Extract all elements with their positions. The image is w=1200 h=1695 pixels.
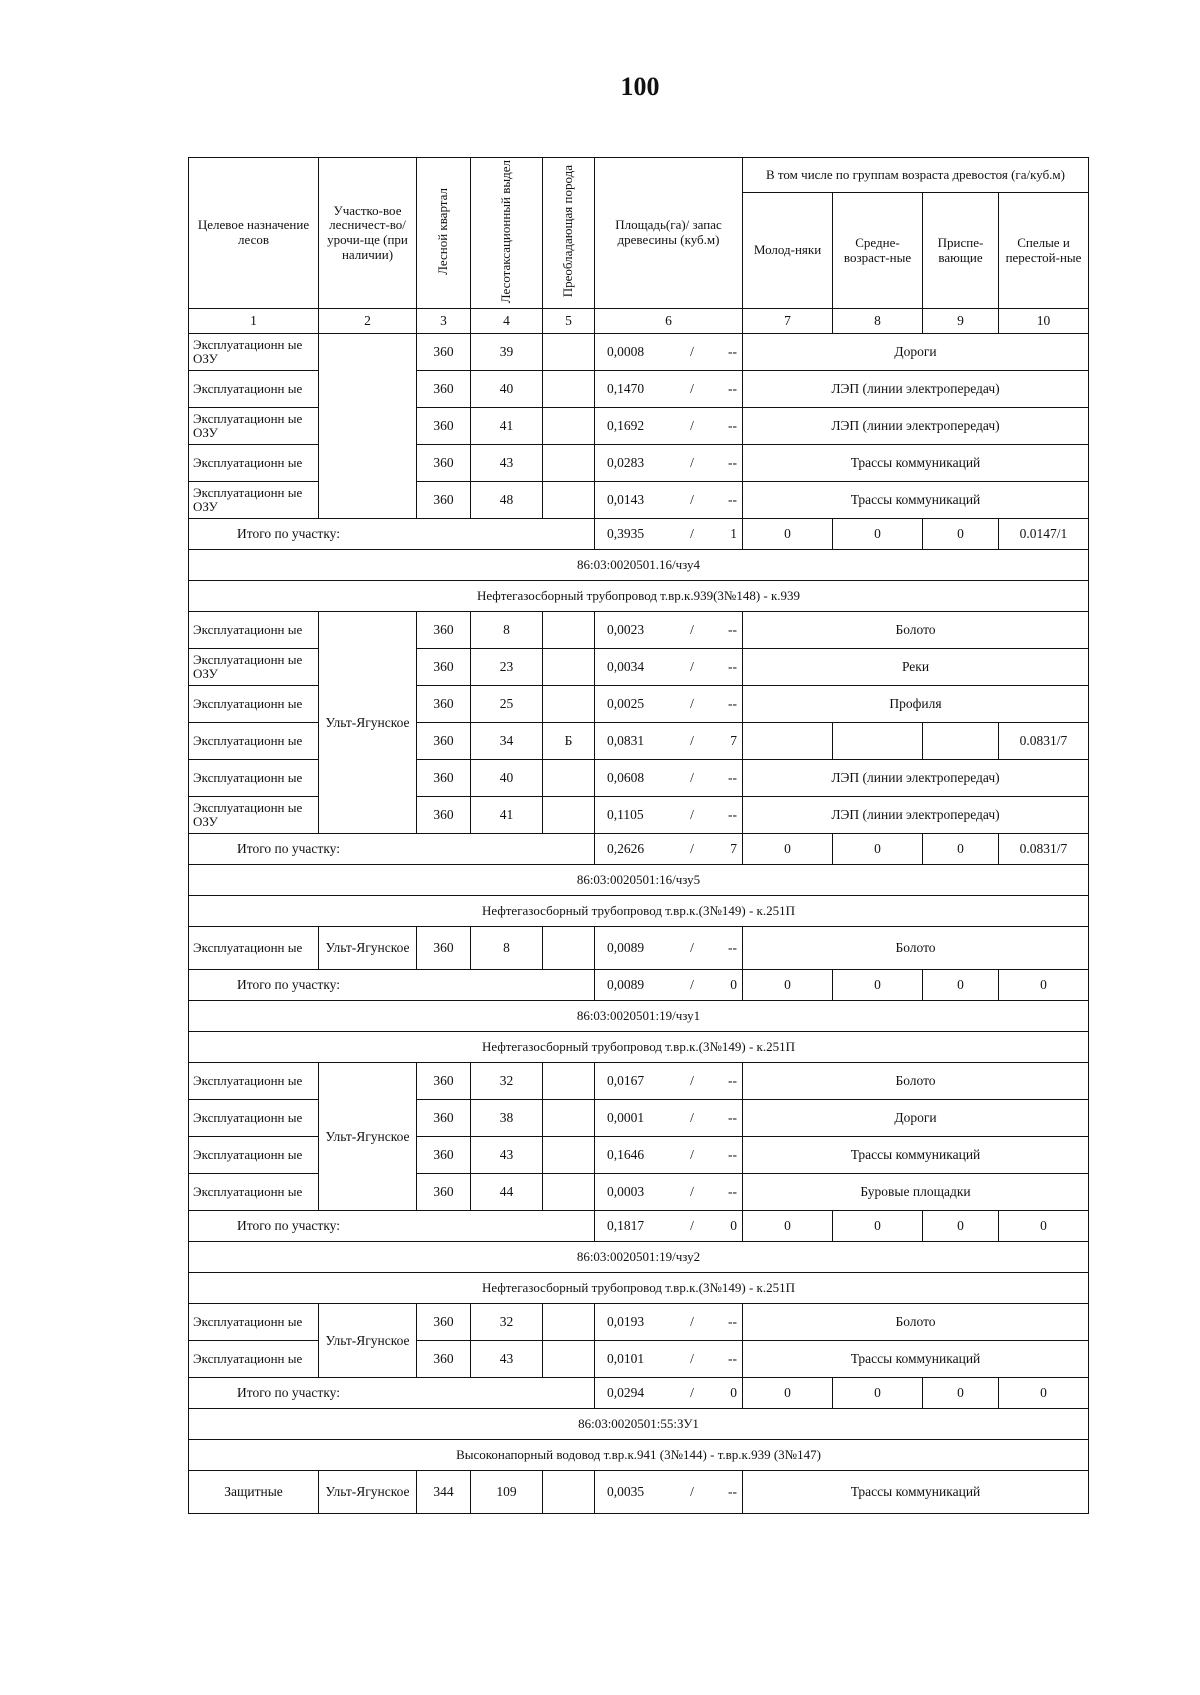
quarter-cell: 360 <box>417 1304 471 1341</box>
column-number: 9 <box>923 309 999 334</box>
total-area-cell: 0,0089 / 0 <box>595 970 743 1001</box>
object-row <box>189 1032 1089 1063</box>
cadastral-number: 86:03:0020501:16/чзу5 <box>189 865 1089 896</box>
total-middle-aged: 0 <box>833 1211 923 1242</box>
table-row <box>189 1304 1089 1341</box>
allotment-cell: 44 <box>471 1174 543 1211</box>
species-cell <box>543 927 595 970</box>
object-name: Нефтегазосборный трубопровод т.вр.к.(3№149) - к.251П <box>189 1273 1089 1304</box>
species-cell <box>543 1341 595 1378</box>
total-mature: 0.0831/7 <box>999 834 1089 865</box>
allotment-cell: 8 <box>471 612 543 649</box>
object-row <box>189 1440 1089 1471</box>
forestry-cell: Ульт-Ягунское <box>319 1063 417 1211</box>
quarter-cell: 344 <box>417 1471 471 1514</box>
land-category-cell: ЛЭП (линии электропередач) <box>743 408 1089 445</box>
area-cell: 0,0023 / -- <box>595 612 743 649</box>
total-mature: 0 <box>999 970 1089 1001</box>
column-number: 2 <box>319 309 417 334</box>
species-cell <box>543 797 595 834</box>
species-cell: Б <box>543 723 595 760</box>
area-cell: 0,0025 / -- <box>595 686 743 723</box>
total-young: 0 <box>743 834 833 865</box>
quarter-cell: 360 <box>417 927 471 970</box>
object-name: Высоконапорный водовод т.вр.к.941 (3№144) - т.вр.к.939 (3№147) <box>189 1440 1089 1471</box>
header-maturing: Приспе-вающие <box>923 193 999 309</box>
page-number: 100 <box>620 72 660 101</box>
quarter-cell: 360 <box>417 797 471 834</box>
header-area-stock: Площадь(га)/ запас древесины (куб.м) <box>595 158 743 309</box>
cadastral-number: 86:03:0020501:55:ЗУ1 <box>189 1409 1089 1440</box>
quarter-cell: 360 <box>417 686 471 723</box>
purpose-cell: Эксплуатационн ые <box>189 1137 319 1174</box>
species-cell <box>543 1137 595 1174</box>
allotment-cell: 32 <box>471 1063 543 1100</box>
allotment-cell: 41 <box>471 408 543 445</box>
purpose-cell: Эксплуатационн ые <box>189 723 319 760</box>
allotment-cell: 39 <box>471 334 543 371</box>
species-cell <box>543 1063 595 1100</box>
quarter-cell: 360 <box>417 1137 471 1174</box>
column-number: 6 <box>595 309 743 334</box>
total-maturing: 0 <box>923 519 999 550</box>
header-young: Молод-няки <box>743 193 833 309</box>
total-label: Итого по участку: <box>189 834 595 865</box>
land-category-cell: Болото <box>743 1304 1089 1341</box>
allotment-cell: 40 <box>471 371 543 408</box>
quarter-cell: 360 <box>417 649 471 686</box>
area-cell: 0,1692 / -- <box>595 408 743 445</box>
total-young: 0 <box>743 970 833 1001</box>
header-species: Преобладающая порода <box>543 158 595 309</box>
object-name: Нефтегазосборный трубопровод т.вр.к.(3№149) - к.251П <box>189 896 1089 927</box>
species-cell <box>543 334 595 371</box>
land-category-cell: Трассы коммуникаций <box>743 1341 1089 1378</box>
header-quarter: Лесной квартал <box>417 158 471 309</box>
total-row <box>189 970 1089 1001</box>
total-mature: 0.0147/1 <box>999 519 1089 550</box>
cadastral-row <box>189 1001 1089 1032</box>
total-mature: 0 <box>999 1378 1089 1409</box>
header-allotment: Лесотаксационный выдел <box>471 158 543 309</box>
header-middle-aged: Средне-возраст-ные <box>833 193 923 309</box>
table-row <box>189 927 1089 970</box>
cadastral-number: 86:03:0020501:19/чзу2 <box>189 1242 1089 1273</box>
allotment-cell: 43 <box>471 1137 543 1174</box>
total-middle-aged: 0 <box>833 519 923 550</box>
quarter-cell: 360 <box>417 1174 471 1211</box>
total-row <box>189 1211 1089 1242</box>
area-cell: 0,0034 / -- <box>595 649 743 686</box>
purpose-cell: Эксплуатационн ые ОЗУ <box>189 649 319 686</box>
column-number: 10 <box>999 309 1089 334</box>
area-cell: 0,0193 / -- <box>595 1304 743 1341</box>
species-cell <box>543 1471 595 1514</box>
column-number: 8 <box>833 309 923 334</box>
middle-aged-cell <box>833 723 923 760</box>
area-cell: 0,0035 / -- <box>595 1471 743 1514</box>
quarter-cell: 360 <box>417 612 471 649</box>
purpose-cell: Эксплуатационн ые ОЗУ <box>189 408 319 445</box>
allotment-cell: 38 <box>471 1100 543 1137</box>
header-forestry: Участко-вое лесничест-во/урочи-ще (при наличии) <box>319 158 417 309</box>
total-maturing: 0 <box>923 834 999 865</box>
species-cell <box>543 1304 595 1341</box>
purpose-cell: Эксплуатационн ые <box>189 612 319 649</box>
object-name: Нефтегазосборный трубопровод т.вр.к.939(3№148) - к.939 <box>189 581 1089 612</box>
species-cell <box>543 371 595 408</box>
area-cell: 0,0143 / -- <box>595 482 743 519</box>
total-area-cell: 0,0294 / 0 <box>595 1378 743 1409</box>
species-cell <box>543 408 595 445</box>
column-number: 3 <box>417 309 471 334</box>
quarter-cell: 360 <box>417 723 471 760</box>
land-category-cell: Болото <box>743 612 1089 649</box>
purpose-cell: Защитные <box>189 1471 319 1514</box>
cadastral-row <box>189 865 1089 896</box>
land-category-cell: Профиля <box>743 686 1089 723</box>
total-row <box>189 519 1089 550</box>
object-row <box>189 1273 1089 1304</box>
area-cell: 0,0001 / -- <box>595 1100 743 1137</box>
quarter-cell: 360 <box>417 334 471 371</box>
purpose-cell: Эксплуатационн ые <box>189 445 319 482</box>
purpose-cell: Эксплуатационн ые <box>189 927 319 970</box>
table-row <box>189 1063 1089 1100</box>
allotment-cell: 34 <box>471 723 543 760</box>
land-category-cell: Дороги <box>743 1100 1089 1137</box>
total-young: 0 <box>743 1378 833 1409</box>
area-cell: 0,1105 / -- <box>595 797 743 834</box>
total-area-cell: 0,1817 / 0 <box>595 1211 743 1242</box>
quarter-cell: 360 <box>417 371 471 408</box>
quarter-cell: 360 <box>417 760 471 797</box>
column-number: 7 <box>743 309 833 334</box>
column-number: 5 <box>543 309 595 334</box>
allotment-cell: 43 <box>471 1341 543 1378</box>
quarter-cell: 360 <box>417 445 471 482</box>
maturing-cell <box>923 723 999 760</box>
total-area-cell: 0,3935 / 1 <box>595 519 743 550</box>
allotment-cell: 41 <box>471 797 543 834</box>
land-category-cell: Болото <box>743 1063 1089 1100</box>
total-young: 0 <box>743 519 833 550</box>
cadastral-row <box>189 1242 1089 1273</box>
quarter-cell: 360 <box>417 1100 471 1137</box>
mature-cell: 0.0831/7 <box>999 723 1089 760</box>
land-category-cell: Реки <box>743 649 1089 686</box>
cadastral-row <box>189 1409 1089 1440</box>
allotment-cell: 40 <box>471 760 543 797</box>
purpose-cell: Эксплуатационн ые <box>189 371 319 408</box>
species-cell <box>543 482 595 519</box>
land-category-cell: Дороги <box>743 334 1089 371</box>
total-maturing: 0 <box>923 970 999 1001</box>
allotment-cell: 43 <box>471 445 543 482</box>
area-cell: 0,0089 / -- <box>595 927 743 970</box>
area-cell: 0,0283 / -- <box>595 445 743 482</box>
total-label: Итого по участку: <box>189 1211 595 1242</box>
allotment-cell: 48 <box>471 482 543 519</box>
purpose-cell: Эксплуатационн ые ОЗУ <box>189 482 319 519</box>
total-label: Итого по участку: <box>189 970 595 1001</box>
total-row <box>189 1378 1089 1409</box>
area-cell: 0,0608 / -- <box>595 760 743 797</box>
quarter-cell: 360 <box>417 408 471 445</box>
forestry-cell: Ульт-Ягунское <box>319 1304 417 1378</box>
header-age-groups: В том числе по группам возраста древостоя (га/куб.м) <box>743 158 1089 193</box>
allotment-cell: 8 <box>471 927 543 970</box>
area-cell: 0,0167 / -- <box>595 1063 743 1100</box>
quarter-cell: 360 <box>417 1063 471 1100</box>
object-name: Нефтегазосборный трубопровод т.вр.к.(3№149) - к.251П <box>189 1032 1089 1063</box>
purpose-cell: Эксплуатационн ые ОЗУ <box>189 797 319 834</box>
header-mature: Спелые и перестой-ные <box>999 193 1089 309</box>
total-area-cell: 0,2626 / 7 <box>595 834 743 865</box>
land-category-cell: Буровые площадки <box>743 1174 1089 1211</box>
area-cell: 0,0101 / -- <box>595 1341 743 1378</box>
purpose-cell: Эксплуатационн ые ОЗУ <box>189 334 319 371</box>
quarter-cell: 360 <box>417 482 471 519</box>
object-row <box>189 896 1089 927</box>
total-maturing: 0 <box>923 1211 999 1242</box>
total-label: Итого по участку: <box>189 519 595 550</box>
table-row <box>189 334 1089 371</box>
purpose-cell: Эксплуатационн ые <box>189 1063 319 1100</box>
allotment-cell: 32 <box>471 1304 543 1341</box>
table-row <box>189 1471 1089 1514</box>
forestry-cell: Ульт-Ягунское <box>319 1471 417 1514</box>
species-cell <box>543 760 595 797</box>
header-row <box>189 158 1089 193</box>
area-cell: 0,0831 / 7 <box>595 723 743 760</box>
land-category-cell: ЛЭП (линии электропередач) <box>743 760 1089 797</box>
allotment-cell: 23 <box>471 649 543 686</box>
total-middle-aged: 0 <box>833 970 923 1001</box>
allotment-cell: 109 <box>471 1471 543 1514</box>
land-category-cell: Трассы коммуникаций <box>743 1137 1089 1174</box>
column-numbers-row <box>189 309 1089 334</box>
cadastral-number: 86:03:0020501.16/чзу4 <box>189 550 1089 581</box>
species-cell <box>543 686 595 723</box>
land-category-cell: Трассы коммуникаций <box>743 482 1089 519</box>
area-cell: 0,0008 / -- <box>595 334 743 371</box>
purpose-cell: Эксплуатационн ые <box>189 1174 319 1211</box>
column-number: 4 <box>471 309 543 334</box>
forestry-cell <box>319 334 417 519</box>
total-label: Итого по участку: <box>189 1378 595 1409</box>
land-category-cell: Трассы коммуникаций <box>743 445 1089 482</box>
forest-allocation-table <box>188 157 1089 1514</box>
area-cell: 0,1470 / -- <box>595 371 743 408</box>
purpose-cell: Эксплуатационн ые <box>189 760 319 797</box>
purpose-cell: Эксплуатационн ые <box>189 1341 319 1378</box>
forestry-cell: Ульт-Ягунское <box>319 612 417 834</box>
cadastral-number: 86:03:0020501:19/чзу1 <box>189 1001 1089 1032</box>
purpose-cell: Эксплуатационн ые <box>189 1304 319 1341</box>
object-row <box>189 581 1089 612</box>
total-maturing: 0 <box>923 1378 999 1409</box>
area-cell: 0,1646 / -- <box>595 1137 743 1174</box>
land-category-cell: Болото <box>743 927 1089 970</box>
column-number: 1 <box>189 309 319 334</box>
species-cell <box>543 612 595 649</box>
species-cell <box>543 1174 595 1211</box>
forestry-cell: Ульт-Ягунское <box>319 927 417 970</box>
land-category-cell: Трассы коммуникаций <box>743 1471 1089 1514</box>
quarter-cell: 360 <box>417 1341 471 1378</box>
land-category-cell: ЛЭП (линии электропередач) <box>743 371 1089 408</box>
table-row <box>189 612 1089 649</box>
purpose-cell: Эксплуатационн ые <box>189 1100 319 1137</box>
total-young: 0 <box>743 1211 833 1242</box>
total-mature: 0 <box>999 1211 1089 1242</box>
purpose-cell: Эксплуатационн ые <box>189 686 319 723</box>
species-cell <box>543 1100 595 1137</box>
allotment-cell: 25 <box>471 686 543 723</box>
total-row <box>189 834 1089 865</box>
cadastral-row <box>189 550 1089 581</box>
land-category-cell: ЛЭП (линии электропередач) <box>743 797 1089 834</box>
total-middle-aged: 0 <box>833 1378 923 1409</box>
area-cell: 0,0003 / -- <box>595 1174 743 1211</box>
total-middle-aged: 0 <box>833 834 923 865</box>
species-cell <box>543 445 595 482</box>
header-purpose: Целевое назначение лесов <box>189 158 319 309</box>
species-cell <box>543 649 595 686</box>
young-cell <box>743 723 833 760</box>
